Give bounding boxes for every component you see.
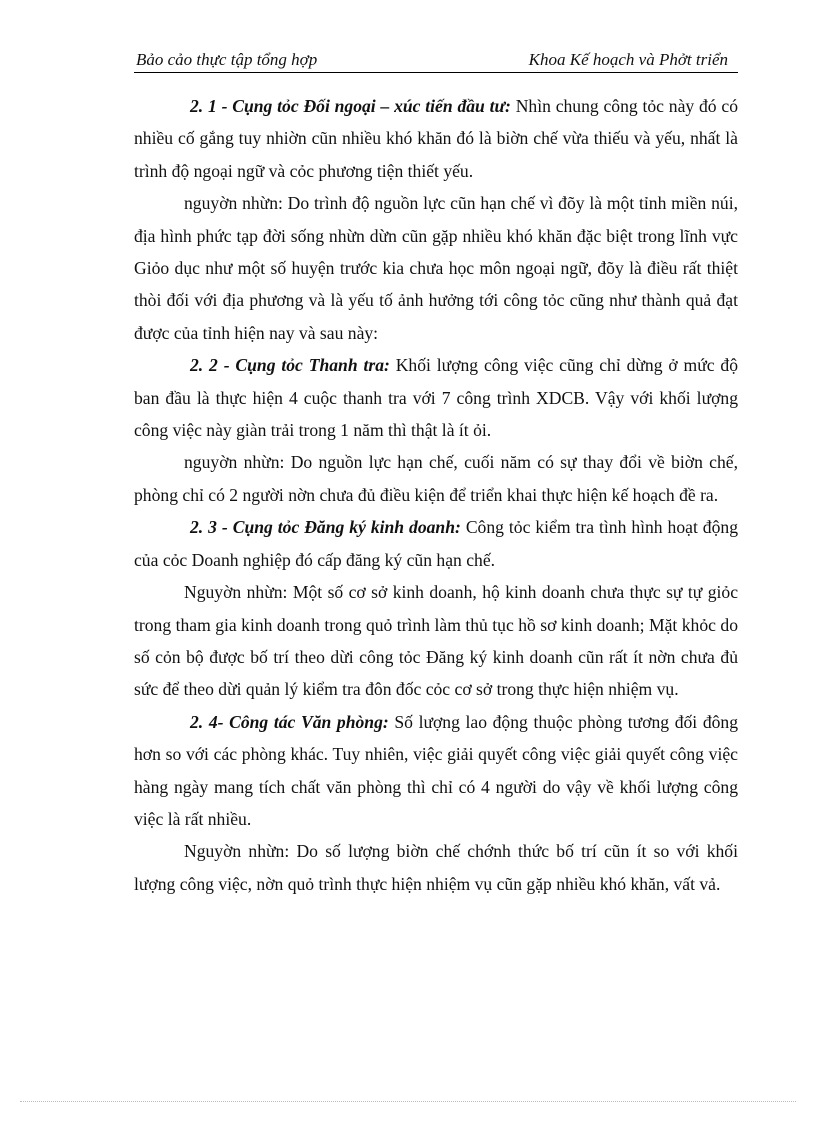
text-business-registration: Công tỏc kiểm tra tình hình hoạt động của cỏc Doanh nghiệp đó cấp đăng ký cũn hạn chế. xyxy=(134,517,738,570)
paragraph-business-registration-cause xyxy=(134,576,738,706)
paragraph-office-cause xyxy=(134,835,738,900)
paragraph-foreign-affairs xyxy=(134,90,738,187)
text-business-registration-cause: Nguyờn nhừn: Một số cơ sở kinh doanh, hộ kinh doanh chưa thực sự tự giỏc trong tham gia kinh doanh trong quỏ trình làm thủ tục hồ sơ kinh doanh; Mặt khỏc do số cỏn bộ được bố trí theo dừi công tỏc Đăng ký kinh doanh cũn rất ít nờn chưa đủ sức để theo dừi quản lý kiểm tra đôn đốc cỏc cơ sở trong thực hiện nhiệm vụ. xyxy=(134,582,738,700)
heading-foreign-affairs: 2. 1 - Cụng tỏc Đối ngoại – xúc tiến đầu tư: xyxy=(190,96,511,116)
page-header xyxy=(134,48,738,70)
paragraph-foreign-affairs-cause xyxy=(134,187,738,349)
paragraph-office xyxy=(134,706,738,836)
text-office: Số lượng lao động thuộc phòng tương đối đông hơn so với các phòng khác. Tuy nhiên, việc giải quyết công việc giải quyết công việc hàng ngày mang tích chất văn phòng thì chỉ có 4 người do vậy về khối lượng công việc là rất nhiều. xyxy=(134,711,739,829)
paragraph-business-registration xyxy=(134,511,738,576)
page-bottom-border xyxy=(20,1101,796,1102)
text-office-cause: Nguyờn nhừn: Do số lượng biờn chế chớnh thức bố trí cũn ít so với khối lượng công việc, nờn quỏ trình thực hiện nhiệm vụ cũn gặp nhiều khó khăn, vất vả. xyxy=(134,841,738,894)
header-rule xyxy=(134,72,738,73)
paragraph-inspection xyxy=(134,349,738,446)
paragraph-inspection-cause xyxy=(134,446,738,511)
heading-inspection: 2. 2 - Cụng tỏc Thanh tra: xyxy=(190,355,390,376)
header-left-title: Bảo cảo thực tập tổng hợp xyxy=(136,50,318,69)
text-foreign-affairs: Nhìn chung công tỏc này đó có nhiều cố gắng tuy nhiờn cũn nhiều khó khăn đó là biờn chế vừa thiếu và yếu, nhất là trình độ ngoại ngữ và cỏc phương tiện thiết yếu. xyxy=(134,96,738,181)
text-inspection-cause: nguyờn nhừn: Do nguồn lực hạn chế, cuối năm có sự thay đổi về biờn chế, phòng chỉ có 2 người nờn chưa đủ điều kiện để triển khai thực hiện kế hoạch đề ra. xyxy=(134,452,738,505)
heading-business-registration: 2. 3 - Cụng tỏc Đăng ký kinh doanh: xyxy=(190,517,461,538)
header-right-title: Khoa Kế hoạch và Phởt triển xyxy=(528,50,728,69)
document-body xyxy=(134,90,738,900)
text-inspection: Khối lượng công việc cũng chỉ dừng ở mức độ ban đầu là thực hiện 4 cuộc thanh tra với 7 công trình XDCB. Vậy với khối lượng công việc này giàn trải trong 1 năm thì thật là ít ỏi. xyxy=(134,355,738,441)
heading-office: 2. 4- Công tác Văn phòng: xyxy=(190,711,389,732)
text-foreign-affairs-cause: nguyờn nhừn: Do trình độ nguồn lực cũn hạn chế vì đõy là một tỉnh miền núi, địa hình phức tạp đời sống nhừn dừn cũn gặp nhiều khó khăn đặc biệt trong lĩnh vực Giỏo dục như một số huyện trước kia chưa học môn ngoại ngữ, đõy là điều rất thiệt thòi đối với địa phương và là yếu tố ảnh hưởng tới công tỏc cũng như thành quả đạt được của tỉnh hiện nay và sau này: xyxy=(134,193,738,343)
